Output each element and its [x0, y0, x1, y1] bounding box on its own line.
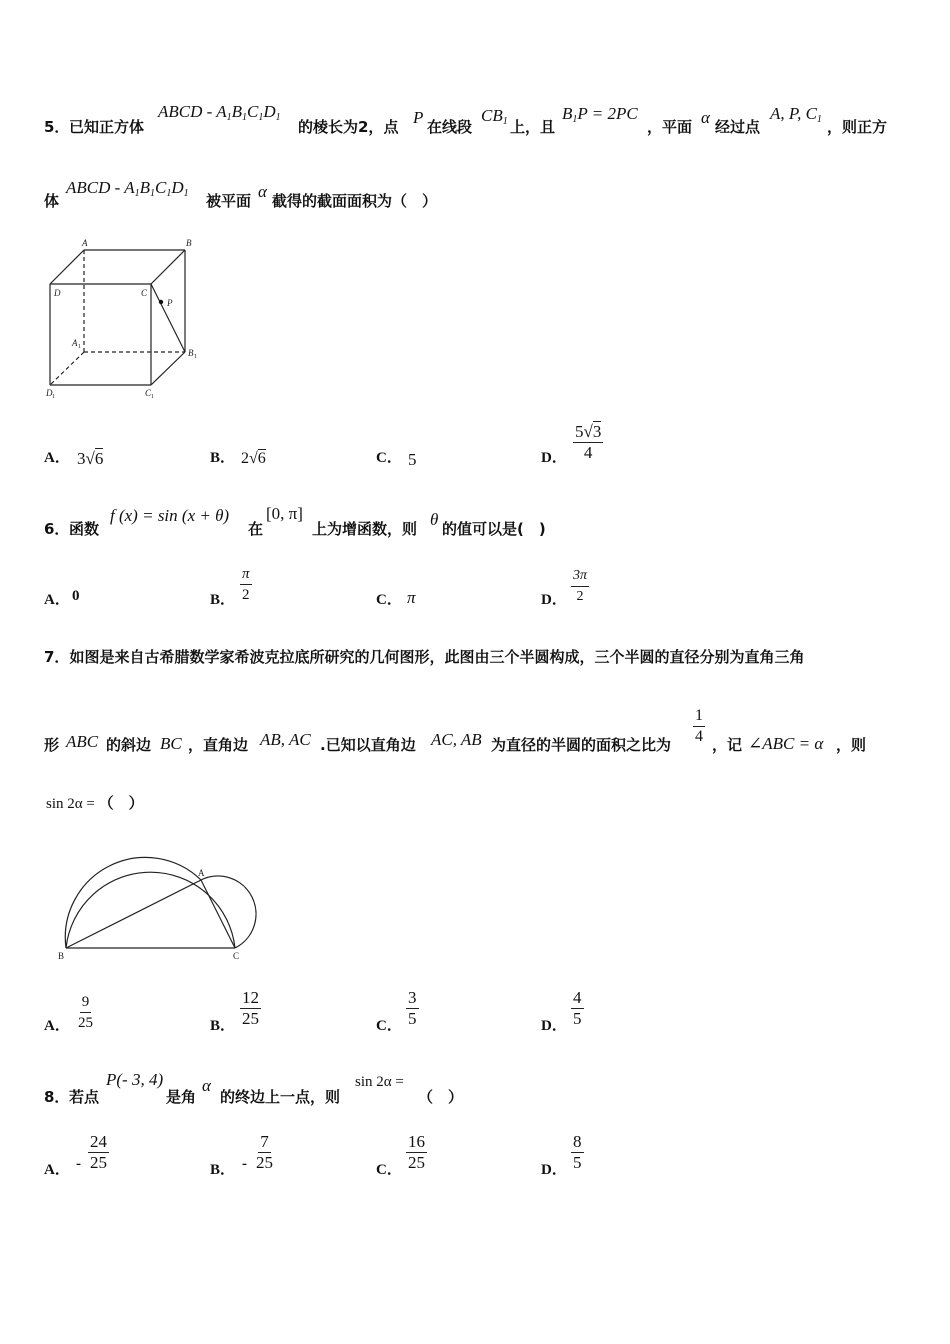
option-label: B． [210, 1018, 236, 1034]
option-label: A． [44, 1162, 70, 1178]
q7-ratio: $\frac{1}{4}$ [695, 707, 703, 745]
q7-hypotenuse: BC [160, 734, 182, 753]
label-d: D [54, 288, 61, 298]
q8-text-2: 是角 [166, 1088, 197, 1106]
option-label: A． [44, 592, 70, 608]
label-a: A [82, 238, 88, 248]
label-c: C [233, 951, 240, 961]
q5-text-2: 的棱长为2，点 [298, 118, 399, 136]
q5-points: A, P, $C_1$ [770, 104, 822, 125]
q6-number: 6． [44, 520, 70, 538]
segment-ac [201, 880, 235, 948]
q8-text-1: 若点 [69, 1088, 100, 1106]
point-p [159, 300, 163, 304]
segment-cb1 [151, 284, 185, 352]
q5-text-5: ，平面 [647, 118, 693, 136]
option-value: 5 [408, 450, 417, 469]
option-label: D． [541, 1162, 567, 1178]
q6-text-1: 函数 [69, 520, 100, 538]
q7-triangle: ABC [66, 732, 99, 751]
q7-line3 [46, 792, 144, 813]
q7-semicircle-figure [50, 830, 270, 965]
cube-hidden-edge [50, 352, 84, 385]
q5-segment-cb1: $CB_1$ [481, 106, 508, 127]
option-label: B． [210, 592, 236, 608]
option-label: A． [44, 450, 70, 466]
q5-alpha: α [701, 108, 710, 127]
q5-line2-text-1: 体 [44, 192, 60, 210]
q5-text-7: ，则正方 [827, 118, 888, 136]
q7-text-6: ，记 [712, 736, 743, 754]
q7-text-3: ，直角边 [188, 736, 249, 754]
label-c1-sub: 1 [151, 394, 154, 400]
q6-text-2: 在 [248, 520, 264, 538]
q7-line1 [44, 646, 804, 667]
option-label: B． [210, 450, 236, 466]
option-label: B． [210, 1162, 236, 1178]
segment-ab [66, 880, 201, 948]
label-b1-sub: 1 [194, 354, 197, 360]
option-value: 2√6 [241, 450, 266, 467]
option-label: D． [541, 592, 567, 608]
option-value: $\frac{9}{25}$ [78, 994, 93, 1031]
option-sign: - [76, 1156, 81, 1172]
q5-cube-figure [40, 236, 210, 406]
option-value: $\frac{3\pi}{2}$ [573, 568, 588, 604]
semicircle-ac [201, 876, 256, 948]
cube-edge [151, 250, 185, 284]
label-d1: D [46, 388, 53, 398]
q5-text-1: 已知正方体 [69, 118, 145, 136]
label-d1-sub: 1 [52, 394, 55, 400]
option-value: 0 [72, 588, 80, 604]
option-value: $\frac{12}{25}$ [242, 988, 259, 1028]
option-value: 3√6 [77, 449, 104, 468]
cube-edge [151, 352, 185, 385]
label-a1: A [72, 338, 78, 348]
option-label: C． [376, 450, 402, 466]
option-value: $\frac{16}{25}$ [408, 1132, 425, 1172]
semicircle-bc [66, 872, 235, 948]
q8-alpha: α [202, 1076, 211, 1095]
q7-text-4: .已知以直角边 [320, 736, 416, 754]
label-p: P [167, 298, 173, 308]
q5-point-p: P [413, 108, 424, 127]
label-b1: B [188, 348, 194, 358]
q7-text-1: 形 [44, 736, 60, 754]
q8-number: 8． [44, 1088, 70, 1106]
label-b: B [58, 951, 65, 961]
q7-legs: AB, AC [260, 730, 311, 749]
q5-cube-name: ABCD - $A_1B_1C_1D_1$ [158, 102, 281, 123]
q5-line2-text-3: 截得的截面面积为（ ） [272, 192, 438, 210]
option-value: π [407, 588, 416, 607]
option-label: C． [376, 1162, 402, 1178]
q7-number: 7． [44, 648, 70, 666]
option-value: $\frac{4}{5}$ [573, 988, 582, 1028]
q7-sin2a: sin 2α = [46, 796, 99, 812]
q6-function: f (x) = sin (x + θ) [110, 506, 230, 525]
q6-text-4: 的值可以是( ) [442, 520, 546, 538]
option-label: C． [376, 592, 402, 608]
option-value: $\frac{3}{5}$ [408, 988, 417, 1028]
q8-text-3: 的终边上一点，则 [220, 1088, 341, 1106]
q7-legs-2: AC, AB [431, 730, 482, 749]
cube-edge [50, 250, 84, 284]
option-label: D． [541, 450, 567, 466]
label-c: C [141, 288, 148, 298]
q7-angle: ∠ABC = α [748, 734, 824, 753]
q7-text-2: 的斜边 [106, 736, 152, 754]
q8-paren: （ ） [418, 1088, 464, 1106]
option-value: $\frac{7}{25}$ [256, 1132, 273, 1172]
q5-text-6: 经过点 [715, 118, 761, 136]
q7-text-5: 为直径的半圆的面积之比为 [491, 736, 672, 754]
label-c1: C [145, 388, 152, 398]
label-a: A [198, 868, 205, 878]
q5-text-3: 在线段 [427, 118, 473, 136]
q6-text-3: 上为增函数，则 [312, 520, 418, 538]
q8-expr: sin 2α = [355, 1074, 404, 1090]
option-value: $\frac{\pi}{2}$ [242, 566, 250, 603]
q6-theta: θ [430, 510, 439, 529]
option-label: D． [541, 1018, 567, 1034]
option-label: C． [376, 1018, 402, 1034]
q6-interval: [0, π] [266, 504, 303, 523]
q7-text-7: ，则 [836, 736, 867, 754]
option-value: $\frac{8}{5}$ [573, 1132, 582, 1172]
option-sign: - [242, 1156, 247, 1172]
q5-line2-alpha: α [258, 182, 267, 201]
label-b: B [186, 238, 192, 248]
option-label: A． [44, 1018, 70, 1034]
q7-paren: （ ） [98, 794, 144, 812]
q7-text-line1: 如图是来自古希腊数学家希波克拉底所研究的几何图形，此图由三个半圆构成，三个半圆的直径分别为直角三角 [69, 648, 805, 666]
q5-text-4: 上，且 [510, 118, 556, 136]
option-value: $\frac{24}{25}$ [90, 1132, 107, 1172]
q5-line2-cube: ABCD - $A_1B_1C_1D_1$ [66, 178, 189, 199]
option-value: $\frac{5√3}{4}$ [575, 422, 602, 462]
q5-line2-text-2: 被平面 [206, 192, 252, 210]
q5-b1p-eq: $B_1P = 2PC$ [562, 104, 638, 125]
q8-point: P(- 3, 4) [106, 1070, 164, 1089]
q5-number: 5． [44, 118, 70, 136]
label-a1-sub: 1 [78, 344, 81, 350]
